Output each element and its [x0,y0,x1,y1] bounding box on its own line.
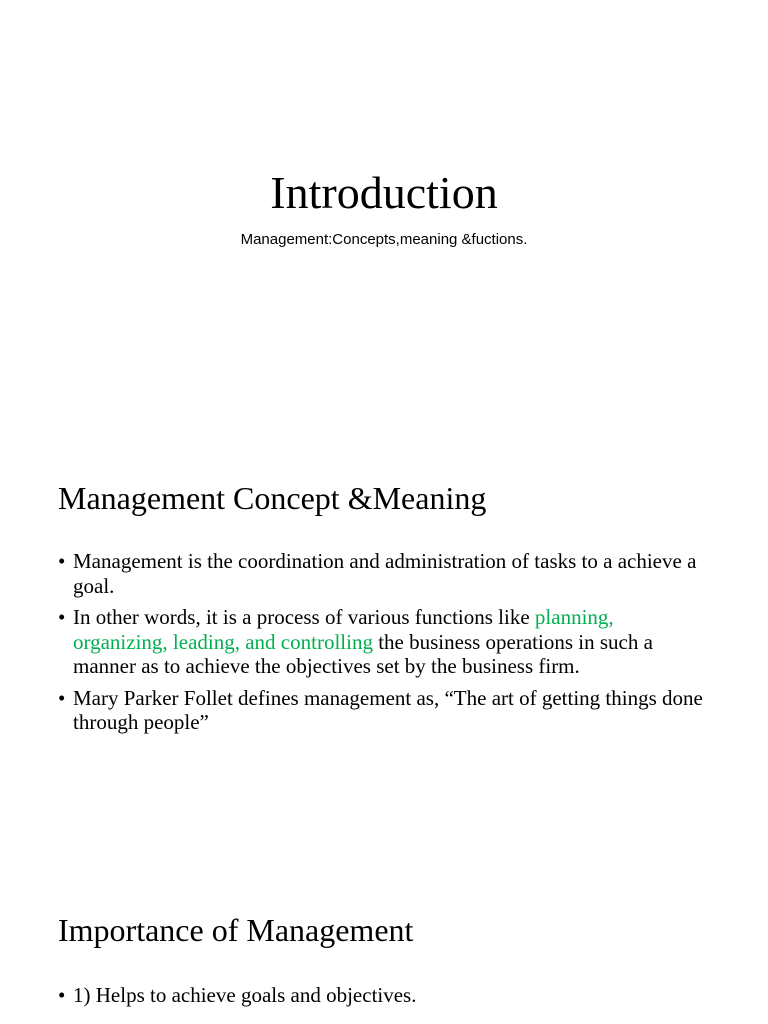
bullet-text: Mary Parker Follet defines management as, “The art of getting things done through people” [73,685,703,734]
slide-title: Introduction [270,167,498,218]
bullet-text: the business operations in such a manner as to achieve the objectives set by the business firm. [73,629,653,678]
bullet-marker: • [58,549,66,573]
bullet-text: In other words, it is a process of various functions like [73,605,535,629]
bullet-marker: • [58,605,66,629]
highlighted-functions: planning, organizing, leading, and controlling [73,605,614,654]
bullet-text: Management is the coordination and administration of tasks to a achieve a goal. [73,549,697,598]
bullet-list [58,983,708,1015]
bullet-marker: • [58,983,66,1007]
bullet-text: 1) Helps to achieve goals and objectives. [73,983,417,1007]
slide-introduction [0,0,768,432]
slide-management-concept [0,432,768,864]
list-item [58,549,708,598]
slide-subtitle: Management:Concepts,meaning &fuctions. [240,231,528,248]
slide-heading: Importance of Management [58,912,414,948]
slide-importance [0,864,768,1024]
slide-heading: Management Concept &Meaning [58,480,487,516]
bullet-list [58,549,708,742]
list-item [58,605,708,679]
bullet-marker: • [58,685,66,710]
list-item [58,686,708,735]
list-item [58,983,708,1008]
